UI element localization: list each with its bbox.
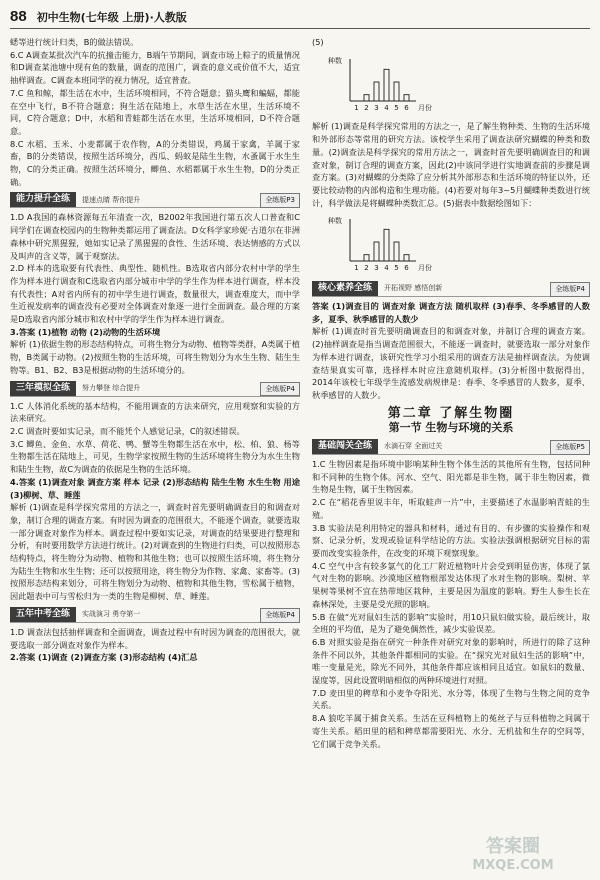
banner-name: 五年中考全练 [10, 607, 76, 622]
x-tick-label: 1 [354, 103, 359, 112]
chapter-title: 第二章 了解生物圈 [387, 405, 515, 421]
banner-subtitle: 努力攀登 综合提升 [82, 383, 141, 392]
left-column [10, 36, 300, 664]
banner-subtitle: 实战演习 勇夺第一 [82, 609, 141, 618]
answer-paragraph: 解析 (1)调查时首先要明确调查目的和调查对象，并制订合理的调查方案。(2)抽样调查是指当调查范围很大，不能逐一调查时，就要选取一部分对象作为样本进行调查，该研究性学习小组采用的调查方法是抽样调查法。为使调查结果真实可靠，选择样本时应注意随机取样。(3)分析图中数据得出，2014年该校七年级学生流感发病规律是：春季、冬季感冒的人数多，夏季、秋季感冒的人数少。 [312, 326, 590, 400]
bar [384, 230, 389, 262]
x-tick-label: 2 [364, 103, 369, 112]
answer-paragraph: 8.A 狼吃羊属于捕食关系。生活在豆科植物上的菟丝子与豆科植物之间属于寄生关系。稻田里的稻和稗草都需要阳光、水分、无机盐和生存的空间等，它们属于竞争关系。 [312, 713, 590, 749]
x-tick-label: 4 [384, 103, 389, 112]
watermark-text: 答案圈 [486, 836, 540, 857]
watermark-subtext: MXQE.COM [472, 858, 554, 873]
answer-paragraph: 答案 (1)调查目的 调查对象 调查方法 随机取样 (3)春季、冬季感冒的人数多，夏季、秋季感冒的人数少 [312, 301, 590, 324]
bar [394, 242, 399, 261]
right-column [312, 36, 590, 750]
answer-paragraph: 5.B 在做“光对鼠妇生活的影响”实验时，用10只鼠妇做实验，最后统计，取全班的平均值，是为了避免偶然性，减少实验误差。 [312, 611, 590, 635]
banner-reference: 全练版P4 [550, 282, 590, 297]
banner-reference: 全练版P3 [260, 193, 300, 208]
section-banner-core [312, 281, 590, 297]
answer-paragraph: 1.D A我国的森林资源每五年清查一次，B2002年我国进行第五次人口普查和C同学们在调查校园内的生物种类都运用了调查法。D女科学家珍妮·古道尔在非洲森林中研究黑猩猩，她如实记录了黑猩猩的食性、生活环境、表达情感的方式以及叫声的含义等，属于观察法。 [10, 212, 300, 261]
answer-paragraph: 1.C 人体消化系统的基本结构，不能用调查的方法来研究，应用观察和实验的方法来研究。 [10, 400, 300, 424]
x-tick-label: 6 [404, 103, 409, 112]
answer-block [10, 400, 300, 603]
x-tick-label: 5 [394, 103, 399, 112]
x-axis-label: 月份 [418, 103, 432, 112]
answer-paragraph: 4.C 空气中含有较多氯气的化工厂附近植物叶片会受到明显伤害，体现了氯气对生物的影响。沙漠地区植物根部发达体现了水对生物的影响。梨树、苹果树等果树不宜在热带地区栽种，主要是因为温度的影响。野生人参生长在森林深处，主要是受光照的影响。 [312, 560, 590, 609]
answer-paragraph: 6.C A调查某批次汽车的抗撞击能力，B端午节期间，调查市场上粽子的质量情况和D调查某池塘中现有鱼的数量，调查的范围广，调查的意义或价值不大，适宜抽样调查。C调查本班同学的视力情况，适宜普查。 [10, 49, 300, 86]
x-tick-label: 3 [374, 264, 379, 273]
banner-name: 三年模拟全练 [10, 381, 76, 396]
section-banner-basic [312, 439, 590, 455]
bar-chart-svg [326, 51, 446, 113]
bar [404, 94, 409, 100]
section-title: 第一节 生物与环境的关系 [388, 421, 514, 435]
answer-paragraph: 解析 (1)依据生物的形态结构特点，可将生物分为动物、植物等类群，A类属于植物，B类属于动物。(2)按照生物的生活环境，可将生物划分为水生生物、陆生生物等。B1、B2、B3是根据动物的生活环境分的。 [10, 339, 300, 375]
answer-paragraph: 1.C 生物因素是指环境中影响某种生物个体生活的其他所有生物，包括同种和不同种的生物个体。河水、空气、阳光都是非生物，属于非生物因素，微生物是生物，属于生物因素。 [312, 459, 590, 495]
banner-name: 能力提升全练 [10, 192, 76, 207]
x-tick-label: 6 [404, 264, 409, 273]
section-banner-ability [10, 192, 300, 208]
answer-block [10, 211, 300, 376]
answer-paragraph: 1.D 调查法包括抽样调查和全面调查，调查过程中有时因为调查的范围很大，就要选取一部分调查对象作为样本。 [10, 626, 300, 650]
bar-chart-top [326, 51, 590, 117]
bar [364, 94, 369, 100]
answer-paragraph: 3.答案 (1)植物 动物 (2)动物的生活环境 [10, 326, 161, 337]
x-tick-label: 1 [354, 264, 359, 273]
watermark-logo [438, 828, 588, 874]
bar [404, 255, 409, 261]
answer-block [312, 458, 590, 750]
banner-name: 基础闯关全练 [312, 439, 378, 454]
answer-paragraph: 蟋等进行统计归类，B的做法错误。 [10, 37, 139, 47]
x-tick-label: 4 [384, 264, 389, 273]
x-axis-label: 月份 [418, 264, 432, 273]
answer-paragraph: 2.答案 (1)调查 (2)调查方案 (3)形态结构 (4)汇总 [10, 652, 198, 663]
page-number: 88 [10, 8, 27, 25]
bar [394, 82, 399, 101]
banner-subtitle: 水滴石穿 全面过关 [384, 442, 443, 451]
x-tick-label: 5 [394, 264, 399, 273]
bar [374, 82, 379, 101]
bar-chart-bottom [326, 211, 590, 277]
answer-paragraph: 2.C 调查时要如实记录，而不能凭个人感觉记录，C的叙述错误。 [10, 425, 245, 436]
banner-name: 核心素养全练 [312, 281, 378, 296]
answer-block [312, 300, 590, 402]
y-axis-label: 种数 [328, 217, 342, 226]
answer-block [10, 626, 300, 664]
x-tick-label: 2 [364, 264, 369, 273]
y-axis-label: 种数 [328, 56, 342, 65]
banner-reference: 全练版P4 [260, 608, 300, 623]
answer-paragraph: 解析 (1)调查是科学探究常用的方法之一，是了解生物种类、生物的生活环境和外部形态等常用的研究方法。该校学生采用了调查法研究蝴蝶的种类和数量。(2)调查法是科学探究的常用方法之一，调查时首先要明确调查目的和调查对象，制订合理的调查方案，因此(2)中该同学进行实地调查前的步骤是调查方案。(3)对蝴蝶的分类除了应分析其外部形态和生活环境的特征以外，还要比较动物的内部构造和生理功能。(4)若要对每年3~5月蝴蝶种类数进行统计，科学做法是将蝴蝶种类数汇总。(5)据表中数据绘图如下： [312, 121, 590, 208]
bar [374, 242, 379, 261]
answer-paragraph: 6.B 对照实验是指在研究一种条件对研究对象的影响时，所进行的除了这种条件不同以外，其他条件都相同的实验。在“探究光对鼠妇生活的影响”中，唯一变量是光，除光不同外，其他条件都应该相同且适宜。如鼠妇的数量、湿度等，因此设置明暗相似的两种环境进行对照。 [312, 636, 590, 686]
book-title: 初中生物(七年级 上册)·人教版 [36, 11, 187, 24]
answer-paragraph: 4.答案 (1)调查对象 调查方案 样本 记录 (2)形态结构 陆生生物 水生生物 用途 (3)柳树、草、睡莲 [10, 476, 300, 500]
page-header [10, 8, 590, 29]
answer-block [312, 120, 590, 209]
bar-chart-svg [326, 211, 446, 273]
answer-paragraph: 7.C 鱼和鲸，都生活在水中，生活环境相同，不符合题意；猫头鹰和蝙蝠，都能在空中飞行，B不符合题意；狗生活在陆地上，水草生活在水里，生活环境不同，C符合题意；D中，水稻和青蛙都生活在水里，生活环境相同，D不符合题意。 [10, 87, 300, 136]
banner-reference: 全练版P5 [550, 440, 590, 455]
answer-paragraph: 3.C 鲫鱼、金鱼、水草、荷花、鸭、蟹等生物都生活在水中，松、柏、狼、杨等生物都生活在陆地上，可见，生物学家按照生物的生活环境将生物分为水生生物和陆生生物，故C为调查的依据是生物的生活环境。 [10, 438, 300, 475]
answer-paragraph: 2.C 在“稻花香里说丰年，听取蛙声一片”中，主要描述了水温影响青蛙的生殖。 [312, 497, 590, 520]
banner-subtitle: 提速点睛 帮你提升 [82, 195, 141, 204]
x-tick-label: 3 [374, 103, 379, 112]
banner-reference: 全练版P4 [260, 382, 300, 397]
section-banner-three-year [10, 381, 300, 397]
section-banner-five-year [10, 607, 300, 623]
answer-paragraph: 解析 (1)调查是科学探究常用的方法之一，调查时首先要明确调查目的和调查对象，制订合理的调查方案。有时因为调查的范围很大，不能逐个调查，就要选取一部分调查对象作为样本。调查过程中要如实记录，对调查的结果要进行整理和分析，有时要用数学方法进行统计。(2)对调查到的生物进行归类，可以按照形态结构特点，将生物分为动物、植物和其他生物；也可以按照生活环境，将生物分为陆生生物和水生生物；还可以按照用途，将生物分为作物、家禽、家畜等。(3)按照形态结构来划分，可将生物划分为动物、植物和其他生物，雪松属于植物，因此题表中可与雪松归为一类的生物是柳树、草、睡莲。 [10, 502, 300, 602]
part-label: (5) [312, 37, 324, 47]
bar [384, 69, 389, 101]
answer-paragraph: 8.C 水稻、玉米、小麦都属于农作物，A的分类错误，鸡属于家禽，羊属于家畜，B的分类错误，按照生活环境分，西瓜、蚂蚁是陆生生物，水蚤属于水生生物，C的分类正确。按照生活环境分，鲫鱼、水稻都属于水生生物，D的分类正确。 [10, 138, 300, 187]
answer-paragraph: 7.D 麦田里的稗草和小麦争夺阳光、水分等，体现了生物与生物之间的竞争关系。 [312, 687, 590, 711]
answer-paragraph: 3.B 实验法是利用特定的器具和材料，通过有目的、有步骤的实验操作和观察、记录分析，发现或验证科学结论的方法。实验法强调根据研究目标的需要而改变实验条件，在改变的环境下观察现象。 [312, 522, 590, 558]
banner-subtitle: 开拓视野 感悟创新 [384, 284, 443, 293]
answer-paragraph: 2.D 样本的选取要有代表性、典型性、随机性。B选取省内部分农村中学的学生作为样本进行调查和C选取省内部分城市中学的学生作为样本进行调查，样本没有代表性；A对省内所有的初中学生进行调查，数量很大，调查难度大，而中学生近视发病率的调查没有必要对全体调查对象逐一进行全面调查。最合理的方案是D选取省内部分城市和农村中学的学生作为样本进行调查。 [10, 263, 300, 325]
bar [364, 255, 369, 261]
answer-block [10, 36, 300, 188]
